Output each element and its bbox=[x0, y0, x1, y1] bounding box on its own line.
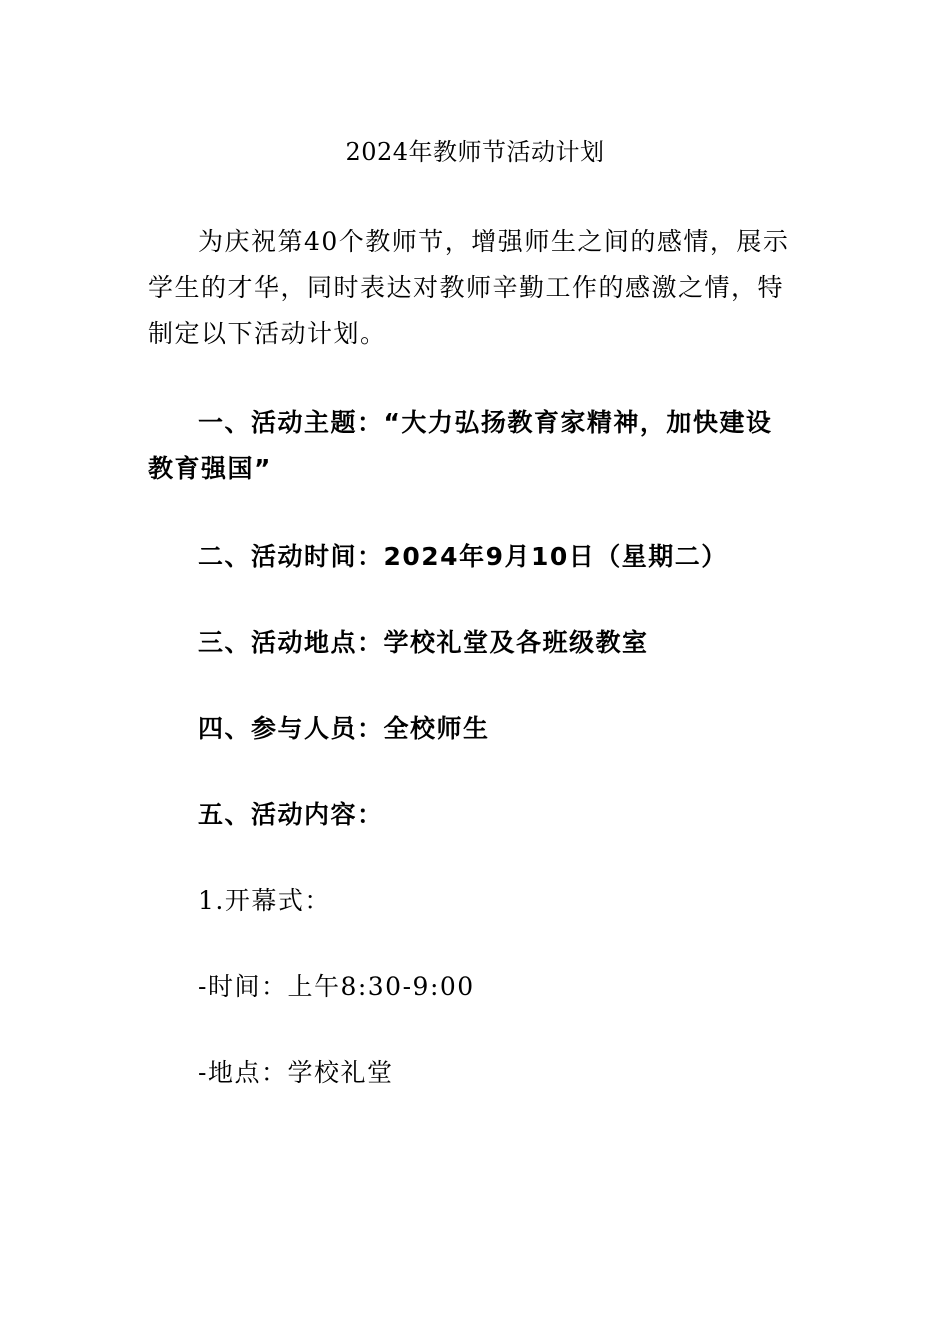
document-title: 2024年教师节活动计划 bbox=[345, 138, 605, 166]
item-opening-ceremony: 1.开幕式： bbox=[198, 886, 331, 915]
section-time: 二、活动时间：2024年9月10日（星期二） bbox=[198, 542, 728, 571]
section-theme: 一、活动主题：“大力弘扬教育家精神，加快建设教育强国” bbox=[148, 408, 773, 483]
intro-paragraph: 为庆祝第40个教师节，增强师生之间的感情，展示学生的才华，同时表达对教师辛勤工作的感激之情，特制定以下活动计划。 bbox=[148, 227, 790, 348]
item-opening-location: -地点：学校礼堂 bbox=[198, 1058, 394, 1087]
section-participants: 四、参与人员：全校师生 bbox=[198, 714, 490, 743]
section-location: 三、活动地点：学校礼堂及各班级教室 bbox=[198, 628, 649, 657]
section-content: 五、活动内容： bbox=[198, 800, 384, 829]
item-opening-time: -时间：上午8:30-9:00 bbox=[198, 972, 475, 1001]
